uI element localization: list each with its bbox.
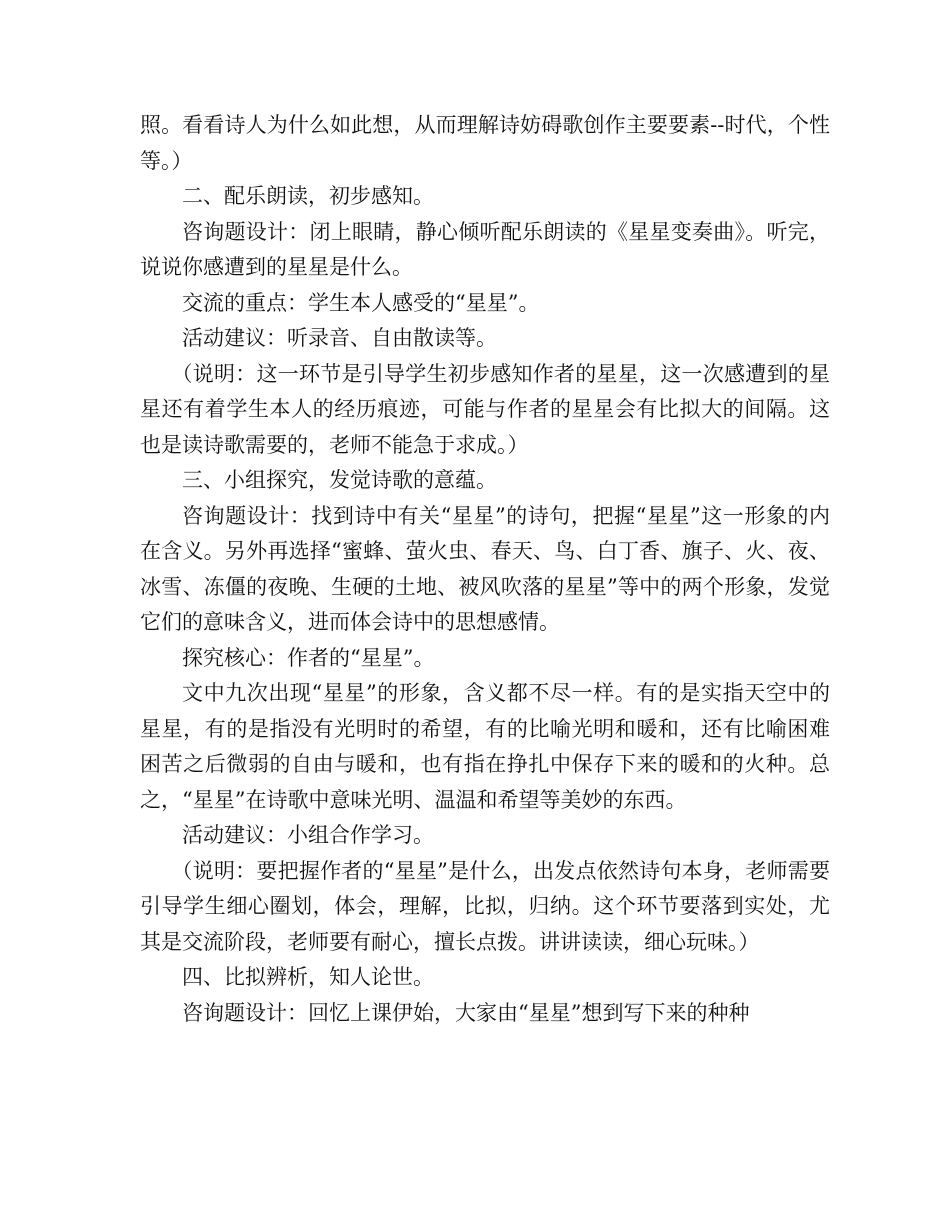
section-heading-4: 四、比拟辨析，知人论世。: [182, 965, 434, 989]
document-body: [140, 108, 830, 1031]
question-design-paragraph: 咨询题设计：闭上眼睛，静心倾听配乐朗读的《星星变奏曲》。听完，说说你感遭到的星星是什么。: [140, 219, 830, 279]
inquiry-core-paragraph: 探究核心：作者的“星星”。: [182, 645, 435, 670]
note-paragraph: （说明：要把握作者的“星星”是什么，出发点依然诗句本身，老师需要引导学生细心圈划，体会，理解，比拟，归纳。这个环节要落到实处，尤其是交流阶段，老师要有耐心，擅长点拨。讲讲读读，细心玩味。）: [140, 858, 830, 954]
question-design-paragraph: 咨询题设计：找到诗中有关“星星”的诗句，把握“星星”这一形象的内在含义。另外再选择“蜜蜂、萤火虫、春天、鸟、白丁香、旗子、火、夜、冰雪、冻僵的夜晚、生硬的土地、被风吹落的星星”等中的两个形象，发觉它们的意味含义，进而体会诗中的思想感情。: [140, 503, 830, 634]
activity-suggestion-paragraph: 活动建议：小组合作学习。: [182, 823, 434, 847]
analysis-paragraph: 文中九次出现“星星”的形象，含义都不尽一样。有的是实指天空中的星星，有的是指没有光明时的希望，有的比喻光明和暖和，还有比喻困难困苦之后微弱的自由与暖和，也有指在挣扎中保存下来的暖和的火种。总之，“星星”在诗歌中意味光明、温温和希望等美妙的东西。: [140, 681, 830, 812]
question-design-paragraph: 咨询题设计：回忆上课伊始，大家由“星星”想到写下来的种种: [182, 1000, 750, 1025]
exchange-focus-paragraph: 交流的重点：学生本人感受的“星星”。: [182, 290, 540, 315]
section-heading-3: 三、小组探究，发觉诗歌的意蕴。: [182, 468, 497, 492]
paragraph-continuation: 照。看看诗人为什么如此想，从而理解诗妨碍歌创作主要要素--时代，个性等。）: [140, 113, 830, 173]
activity-suggestion-paragraph: 活动建议：听录音、自由散读等。: [182, 326, 497, 350]
section-heading-2: 二、配乐朗读，初步感知。: [182, 184, 434, 208]
note-paragraph: （说明：这一环节是引导学生初步感知作者的星星，这一次感遭到的星星还有着学生本人的经历痕迹，可能与作者的星星会有比拟大的间隔。这也是读诗歌需要的，老师不能急于求成。）: [140, 361, 830, 457]
